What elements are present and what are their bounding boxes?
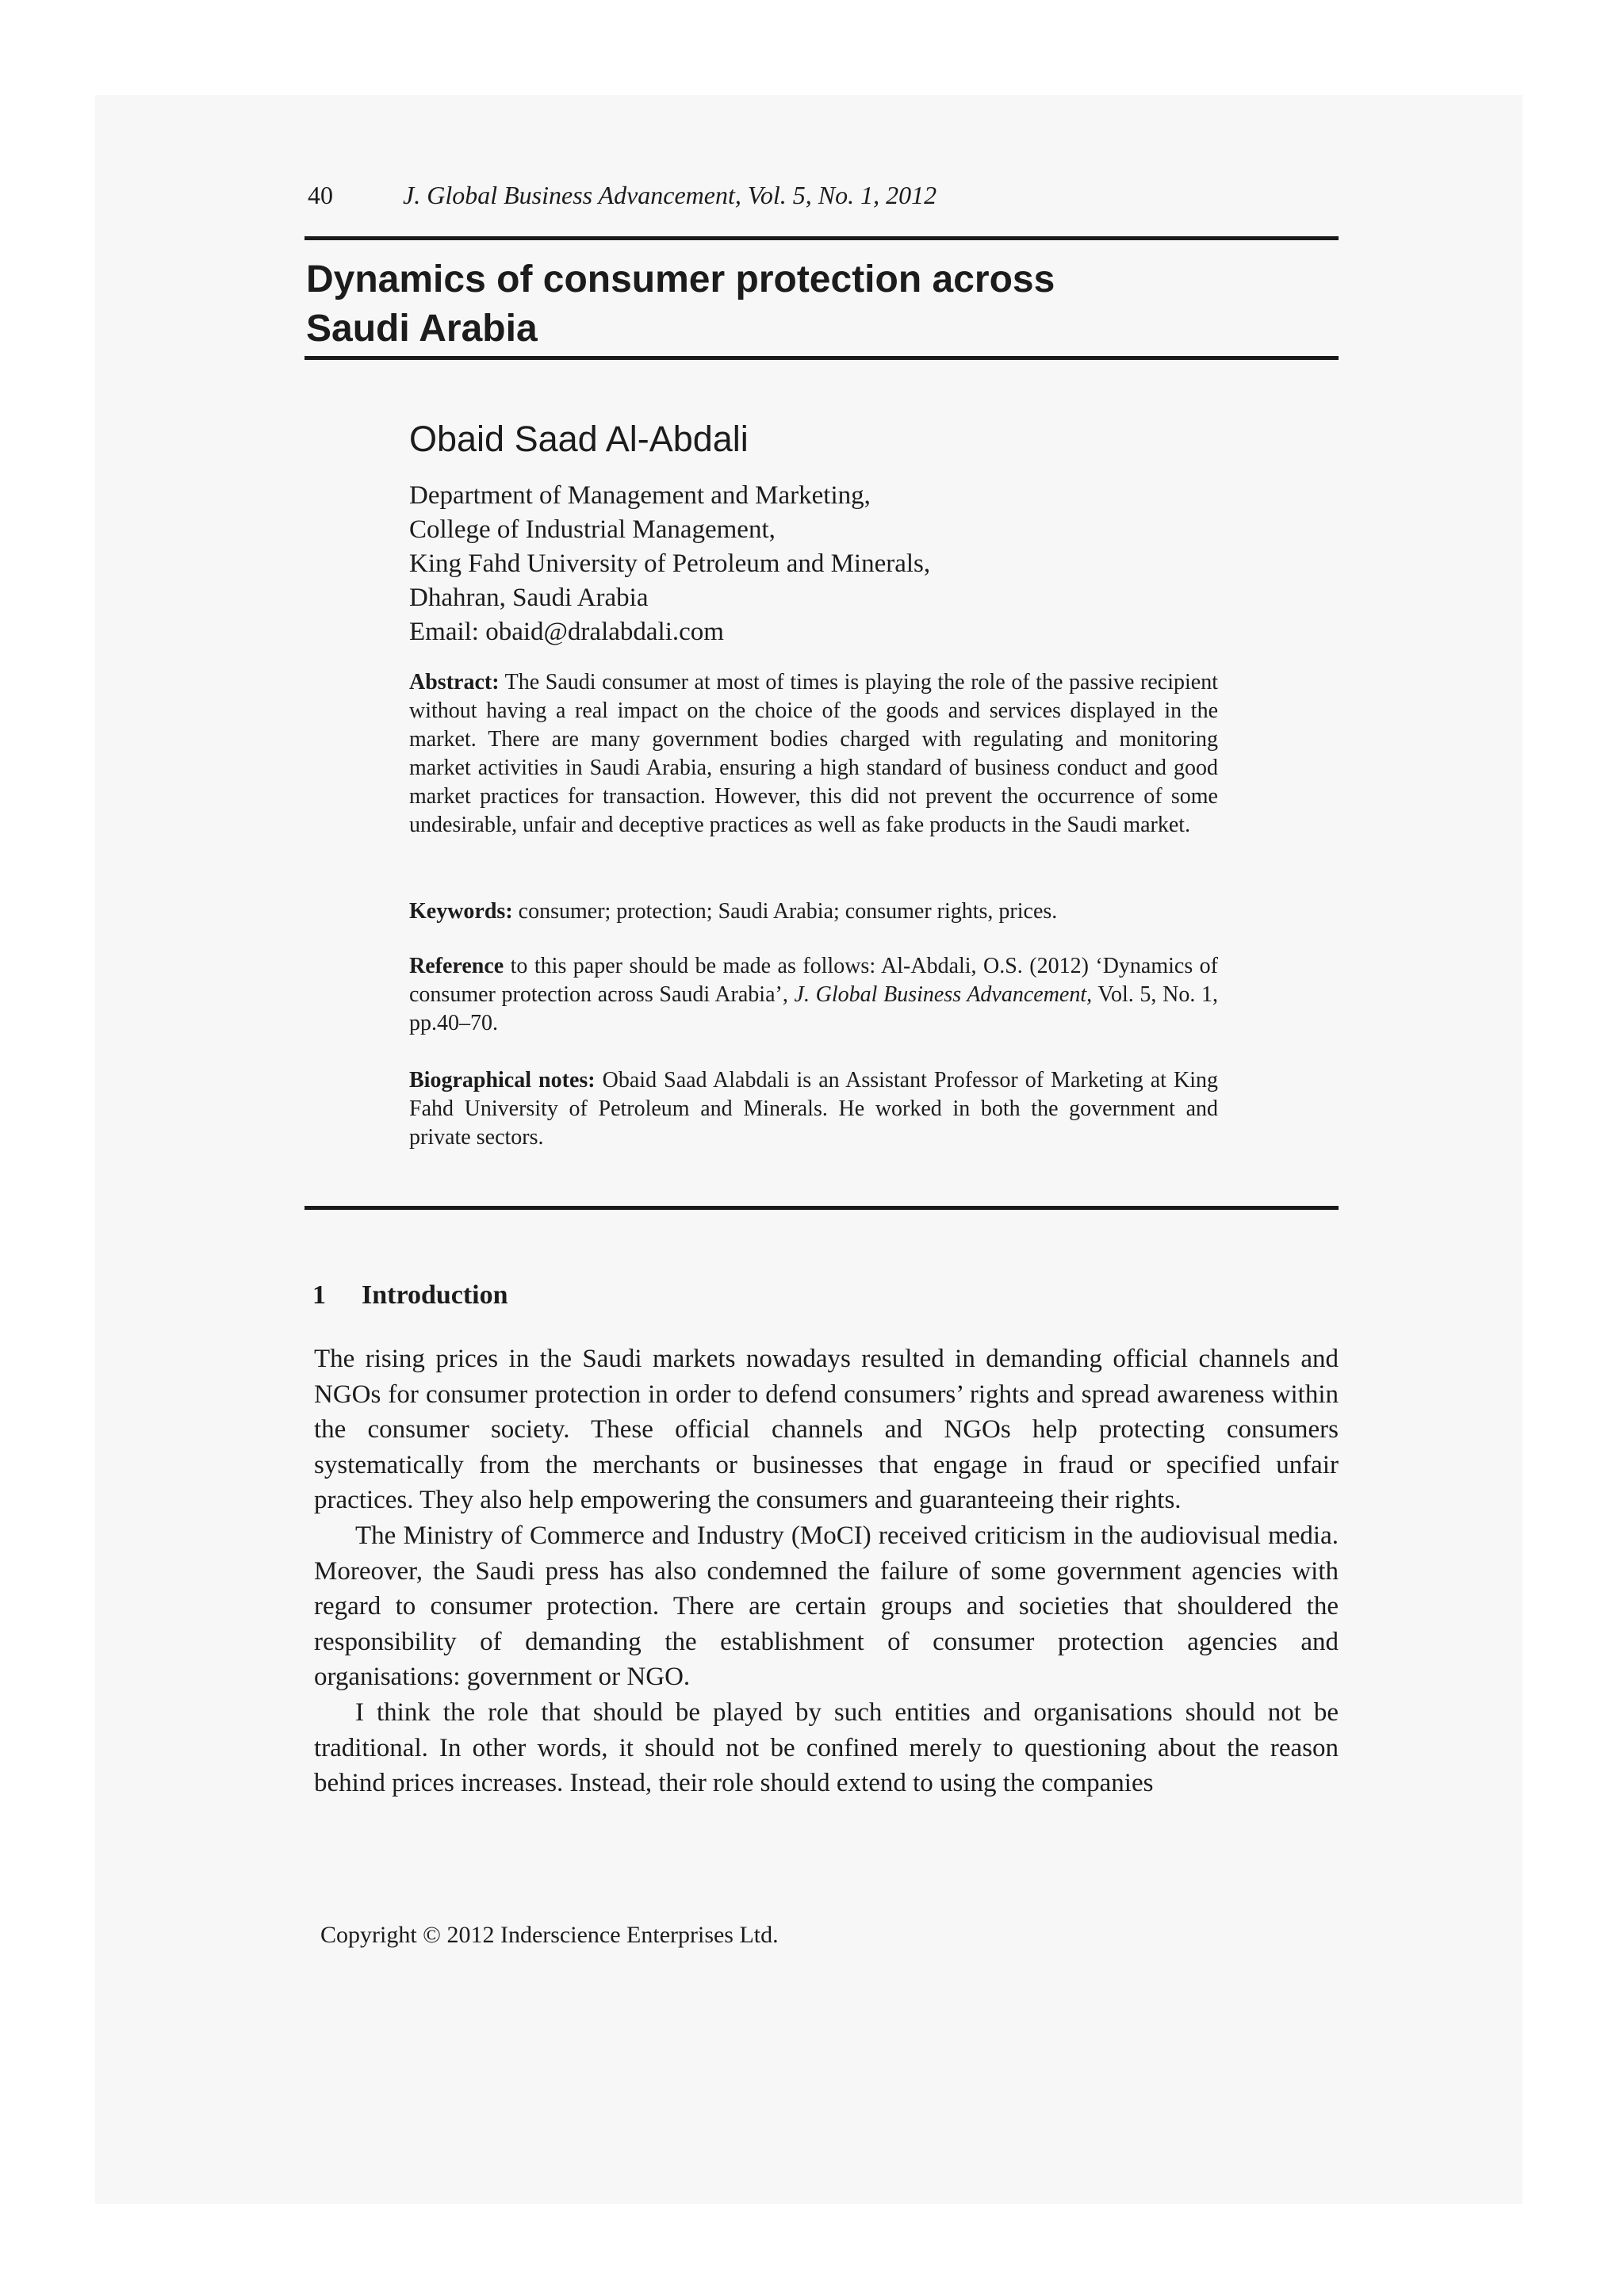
- affiliation-line: College of Industrial Management,: [409, 515, 776, 544]
- body-paragraph: The Ministry of Commerce and Industry (MoCI) received criticism in the audiovisual media. Moreover, the Saudi press has also condemned the failure of some government agencies with regard to consumer protection. There are certain groups and societies that shouldered the responsibility of demanding the establishment of consumer protection agencies and organisations: government or NGO.: [314, 1521, 1339, 1692]
- author-affiliation: [409, 479, 1281, 649]
- body-paragraph: I think the role that should be played by such entities and organisations should not be traditional. In other words, it should not be confined merely to questioning about the reason behind prices increases. Instead, their role should extend to using the companies: [314, 1697, 1339, 1798]
- bio-label: Biographical notes:: [409, 1068, 596, 1093]
- title-top-rule: [304, 236, 1339, 240]
- keywords-text: consumer; protection; Saudi Arabia; consumer rights, prices.: [518, 899, 1058, 924]
- author-name: Obaid Saad Al-Abdali: [409, 419, 749, 459]
- affiliation-line: Dhahran, Saudi Arabia: [409, 584, 649, 612]
- bio-text: Obaid Saad Alabdali is an Assistant Professor of Marketing at King Fahd University of Petroleum and Minerals. He worked in both the government and private sectors.: [409, 1068, 1219, 1150]
- biographical-notes: [409, 1066, 1218, 1152]
- paper-title: [306, 255, 1337, 354]
- author-email: Email: obaid@dralabdali.com: [409, 618, 724, 646]
- abstract: [409, 668, 1218, 840]
- paper-title-line-2: Saudi Arabia: [306, 308, 538, 350]
- section-number: 1: [312, 1280, 326, 1310]
- running-header: [308, 179, 1339, 211]
- body-paragraph: The rising prices in the Saudi markets nowadays resulted in demanding official channels and NGOs for consumer protection in order to defend consumers’ rights and spread awareness within the consumer society. These official channels and NGOs help protecting consumers systematically from the merchants or businesses that engage in fraud or specified unfair practices. They also help empowering the consumers and guaranteeing their rights.: [314, 1345, 1339, 1515]
- section-title: Introduction: [362, 1280, 508, 1310]
- front-matter-rule: [304, 1206, 1339, 1210]
- paper-title-line-1: Dynamics of consumer protection across: [306, 258, 1055, 300]
- reference-volume: Vol. 5, No. 1, pp.40–70.: [409, 982, 1219, 1035]
- body-text: [314, 1341, 1339, 1801]
- abstract-label: Abstract:: [409, 670, 500, 695]
- copyright-notice: Copyright © 2012 Inderscience Enterprises Ltd.: [320, 1922, 779, 1948]
- journal-citation: J. Global Business Advancement, Vol. 5, No. 1, 2012: [403, 181, 937, 209]
- reference-label: Reference: [409, 954, 504, 978]
- reference-journal: J. Global Business Advancement,: [794, 982, 1093, 1007]
- keywords: [409, 897, 1218, 926]
- page-number: 40: [308, 181, 333, 209]
- affiliation-line: Department of Management and Marketing,: [409, 481, 871, 510]
- title-bottom-rule: [304, 356, 1339, 360]
- section-heading: [312, 1278, 508, 1313]
- reference-text: to this paper should be made as follows: Al-Abdali, O.S. (2012) ‘Dynamics of consumer protection across Saudi Arabia’,: [409, 954, 1219, 1007]
- citation-reference: [409, 952, 1218, 1038]
- affiliation-line: King Fahd University of Petroleum and Minerals,: [409, 549, 931, 578]
- keywords-label: Keywords:: [409, 899, 513, 924]
- abstract-text: The Saudi consumer at most of times is playing the role of the passive recipient without having a real impact on the choice of the goods and services displayed in the market. There are many government bodies charged with regulating and monitoring market activities in Saudi Arabia, ensuring a high standard of business conduct and good market practices for transaction. However, this did not prevent the occurrence of some undesirable, unfair and deceptive practices as well as fake products in the Saudi market.: [409, 670, 1218, 837]
